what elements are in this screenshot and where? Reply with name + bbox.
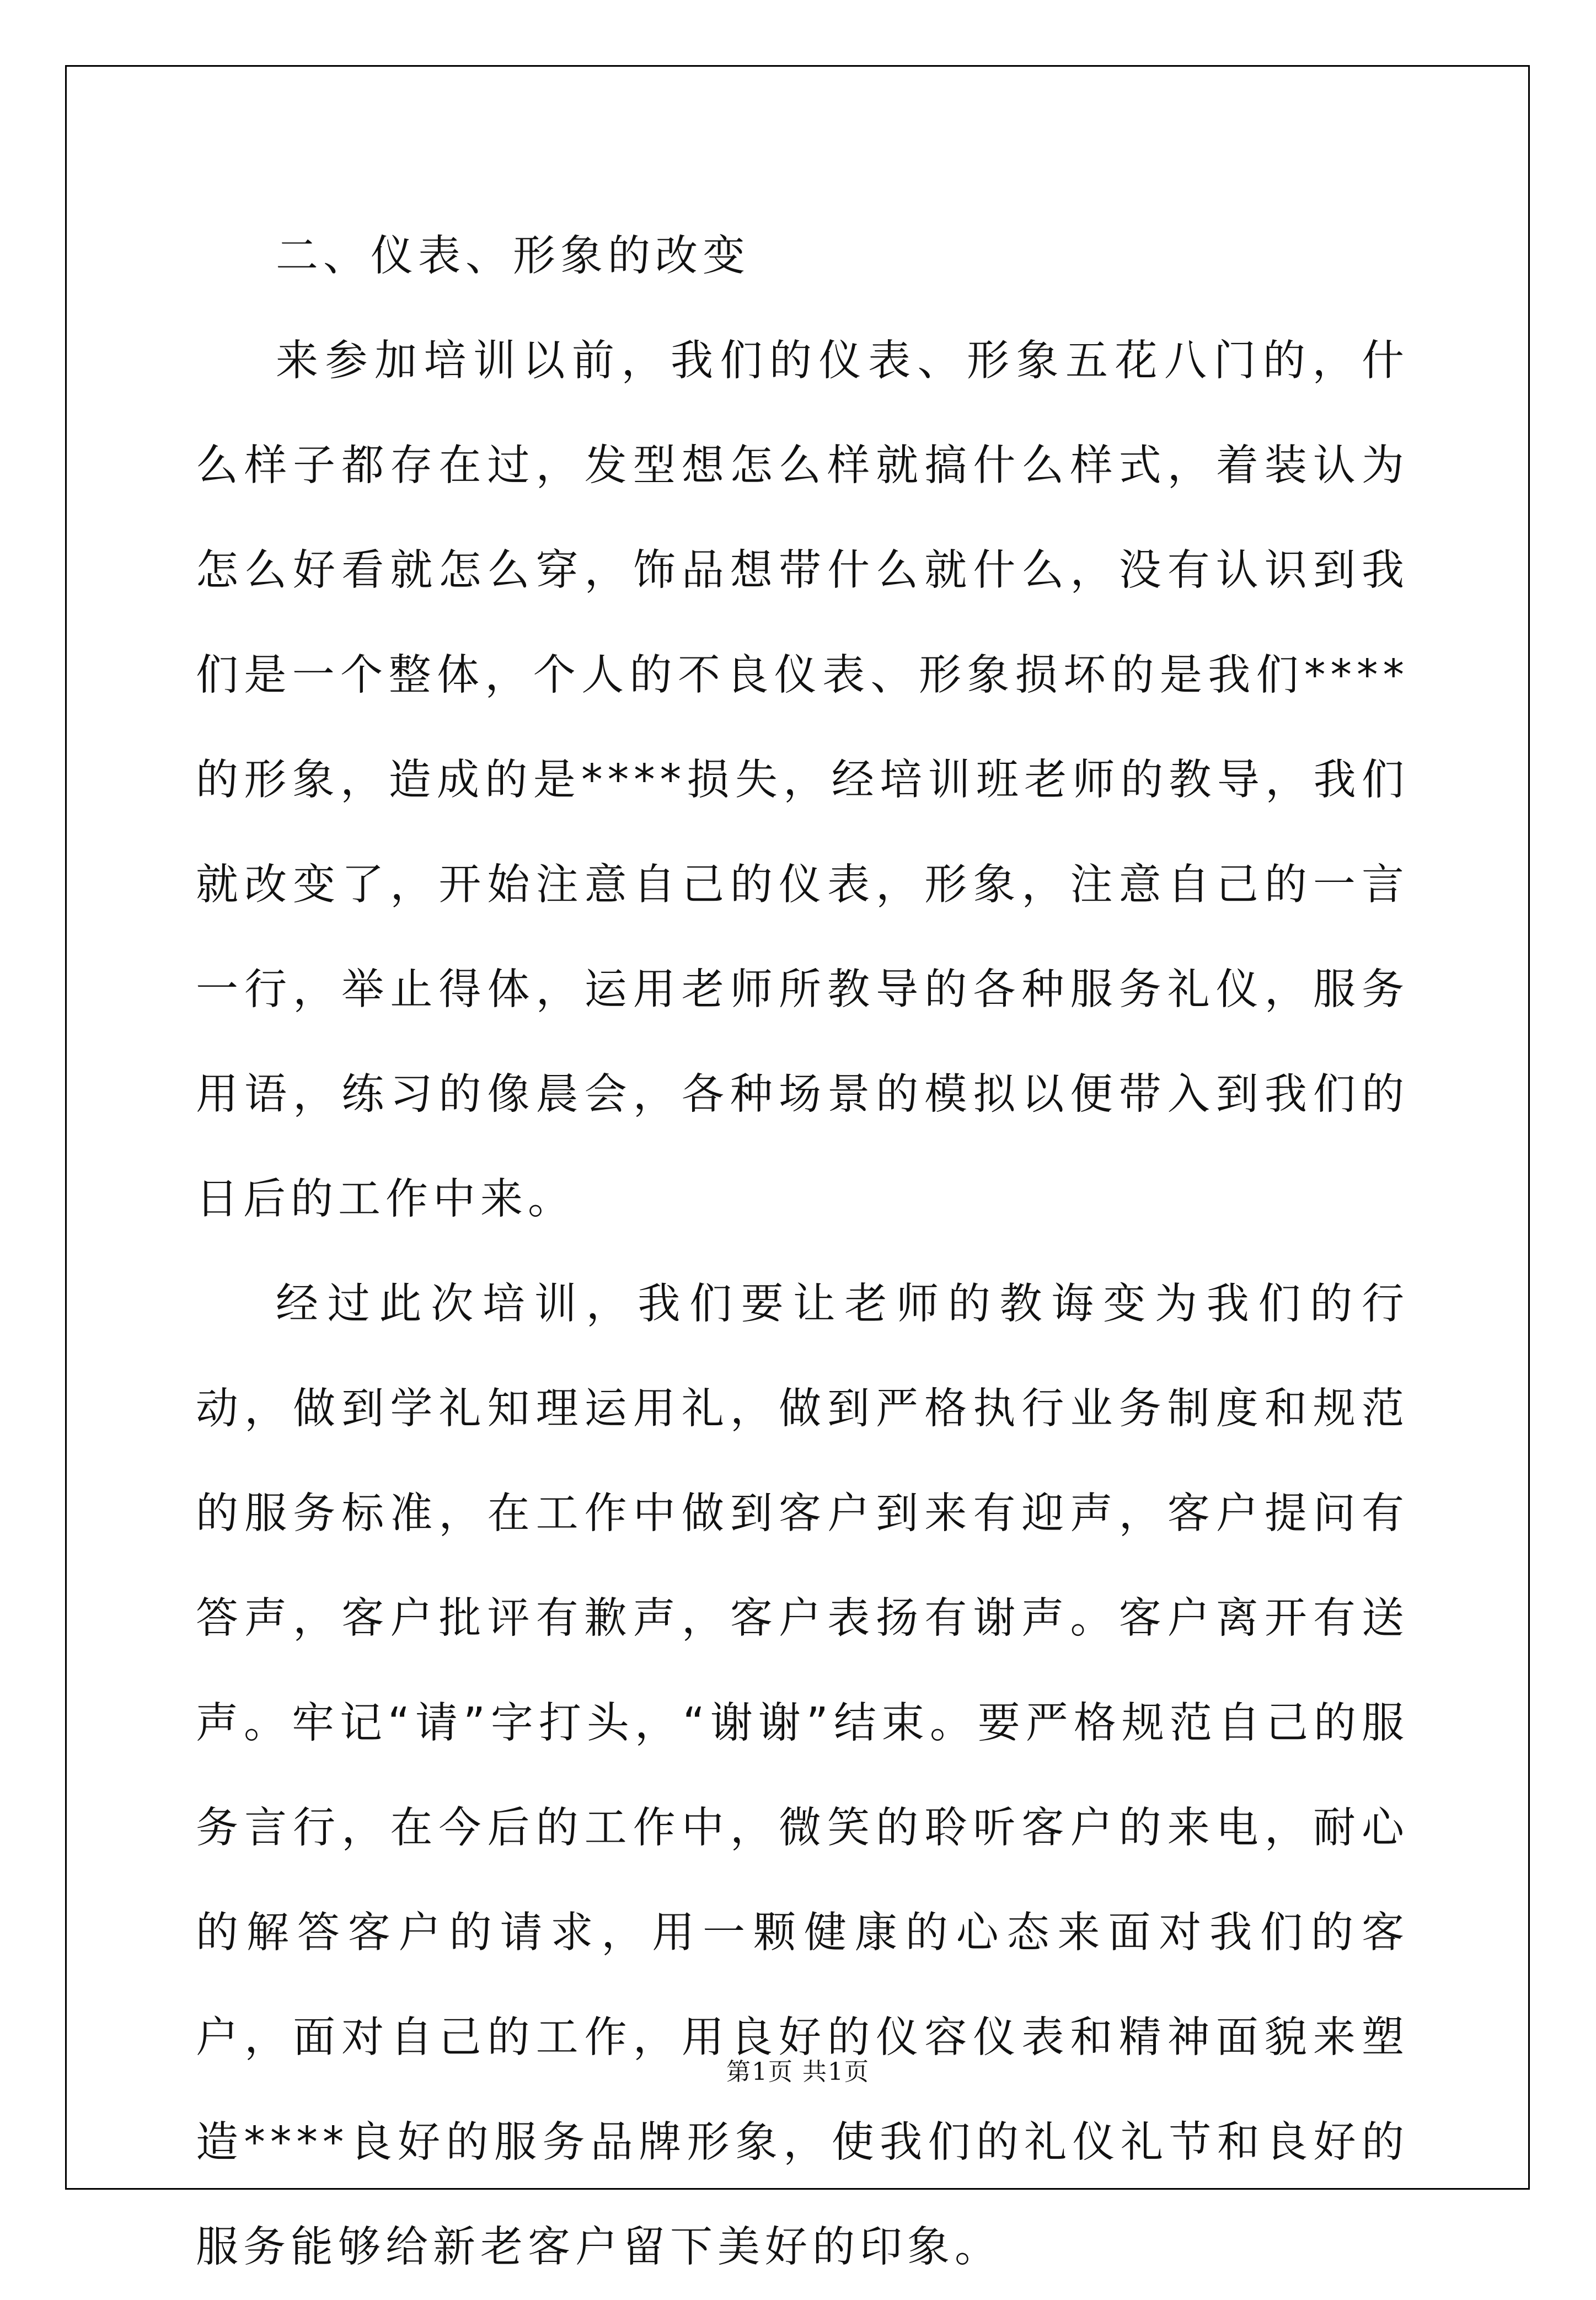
page-footer: 第1页 共1页 <box>726 2058 870 2086</box>
section-heading: 二、仪表、形象的改变 <box>276 232 750 281</box>
paragraph: 经过此次培训，我们要让老师的教诲变为我们的行动，做到学礼知理运用礼，做到严格执行业务制度和规范的服务标准，在工作中做到客户到来有迎声，客户提问有答声，客户批评有歉声，客户表扬有谢声。客户离开有送声。牢记“请”字打头，“谢谢”结束。要严格规范自己的服务言行，在今后的工作中，微笑的聆听客户的来电，耐心的解答客户的请求，用一颗健康的心态来面对我们的客户，面对自己的工作，用良好的仪容仪表和精神面貌来塑造****良好的服务品牌形象，使我们的礼仪礼节和良好的服务能够给新老客户留下美好的印象。 <box>196 1280 1409 2272</box>
document-body <box>196 204 1409 2300</box>
paragraph: 来参加培训以前，我们的仪表、形象五花八门的，什么样子都存在过，发型想怎么样就搞什么样式，着装认为怎么好看就怎么穿，饰品想带什么就什么，没有认识到我们是一个整体，个人的不良仪表、形象损坏的是我们****的形象，造成的是****损失，经培训班老师的教导，我们就改变了，开始注意自己的仪表，形象，注意自己的一言一行，举止得体，运用老师所教导的各种服务礼仪，服务用语，练习的像晨会，各种场景的模拟以便带入到我们的日后的工作中来。 <box>196 336 1409 1224</box>
